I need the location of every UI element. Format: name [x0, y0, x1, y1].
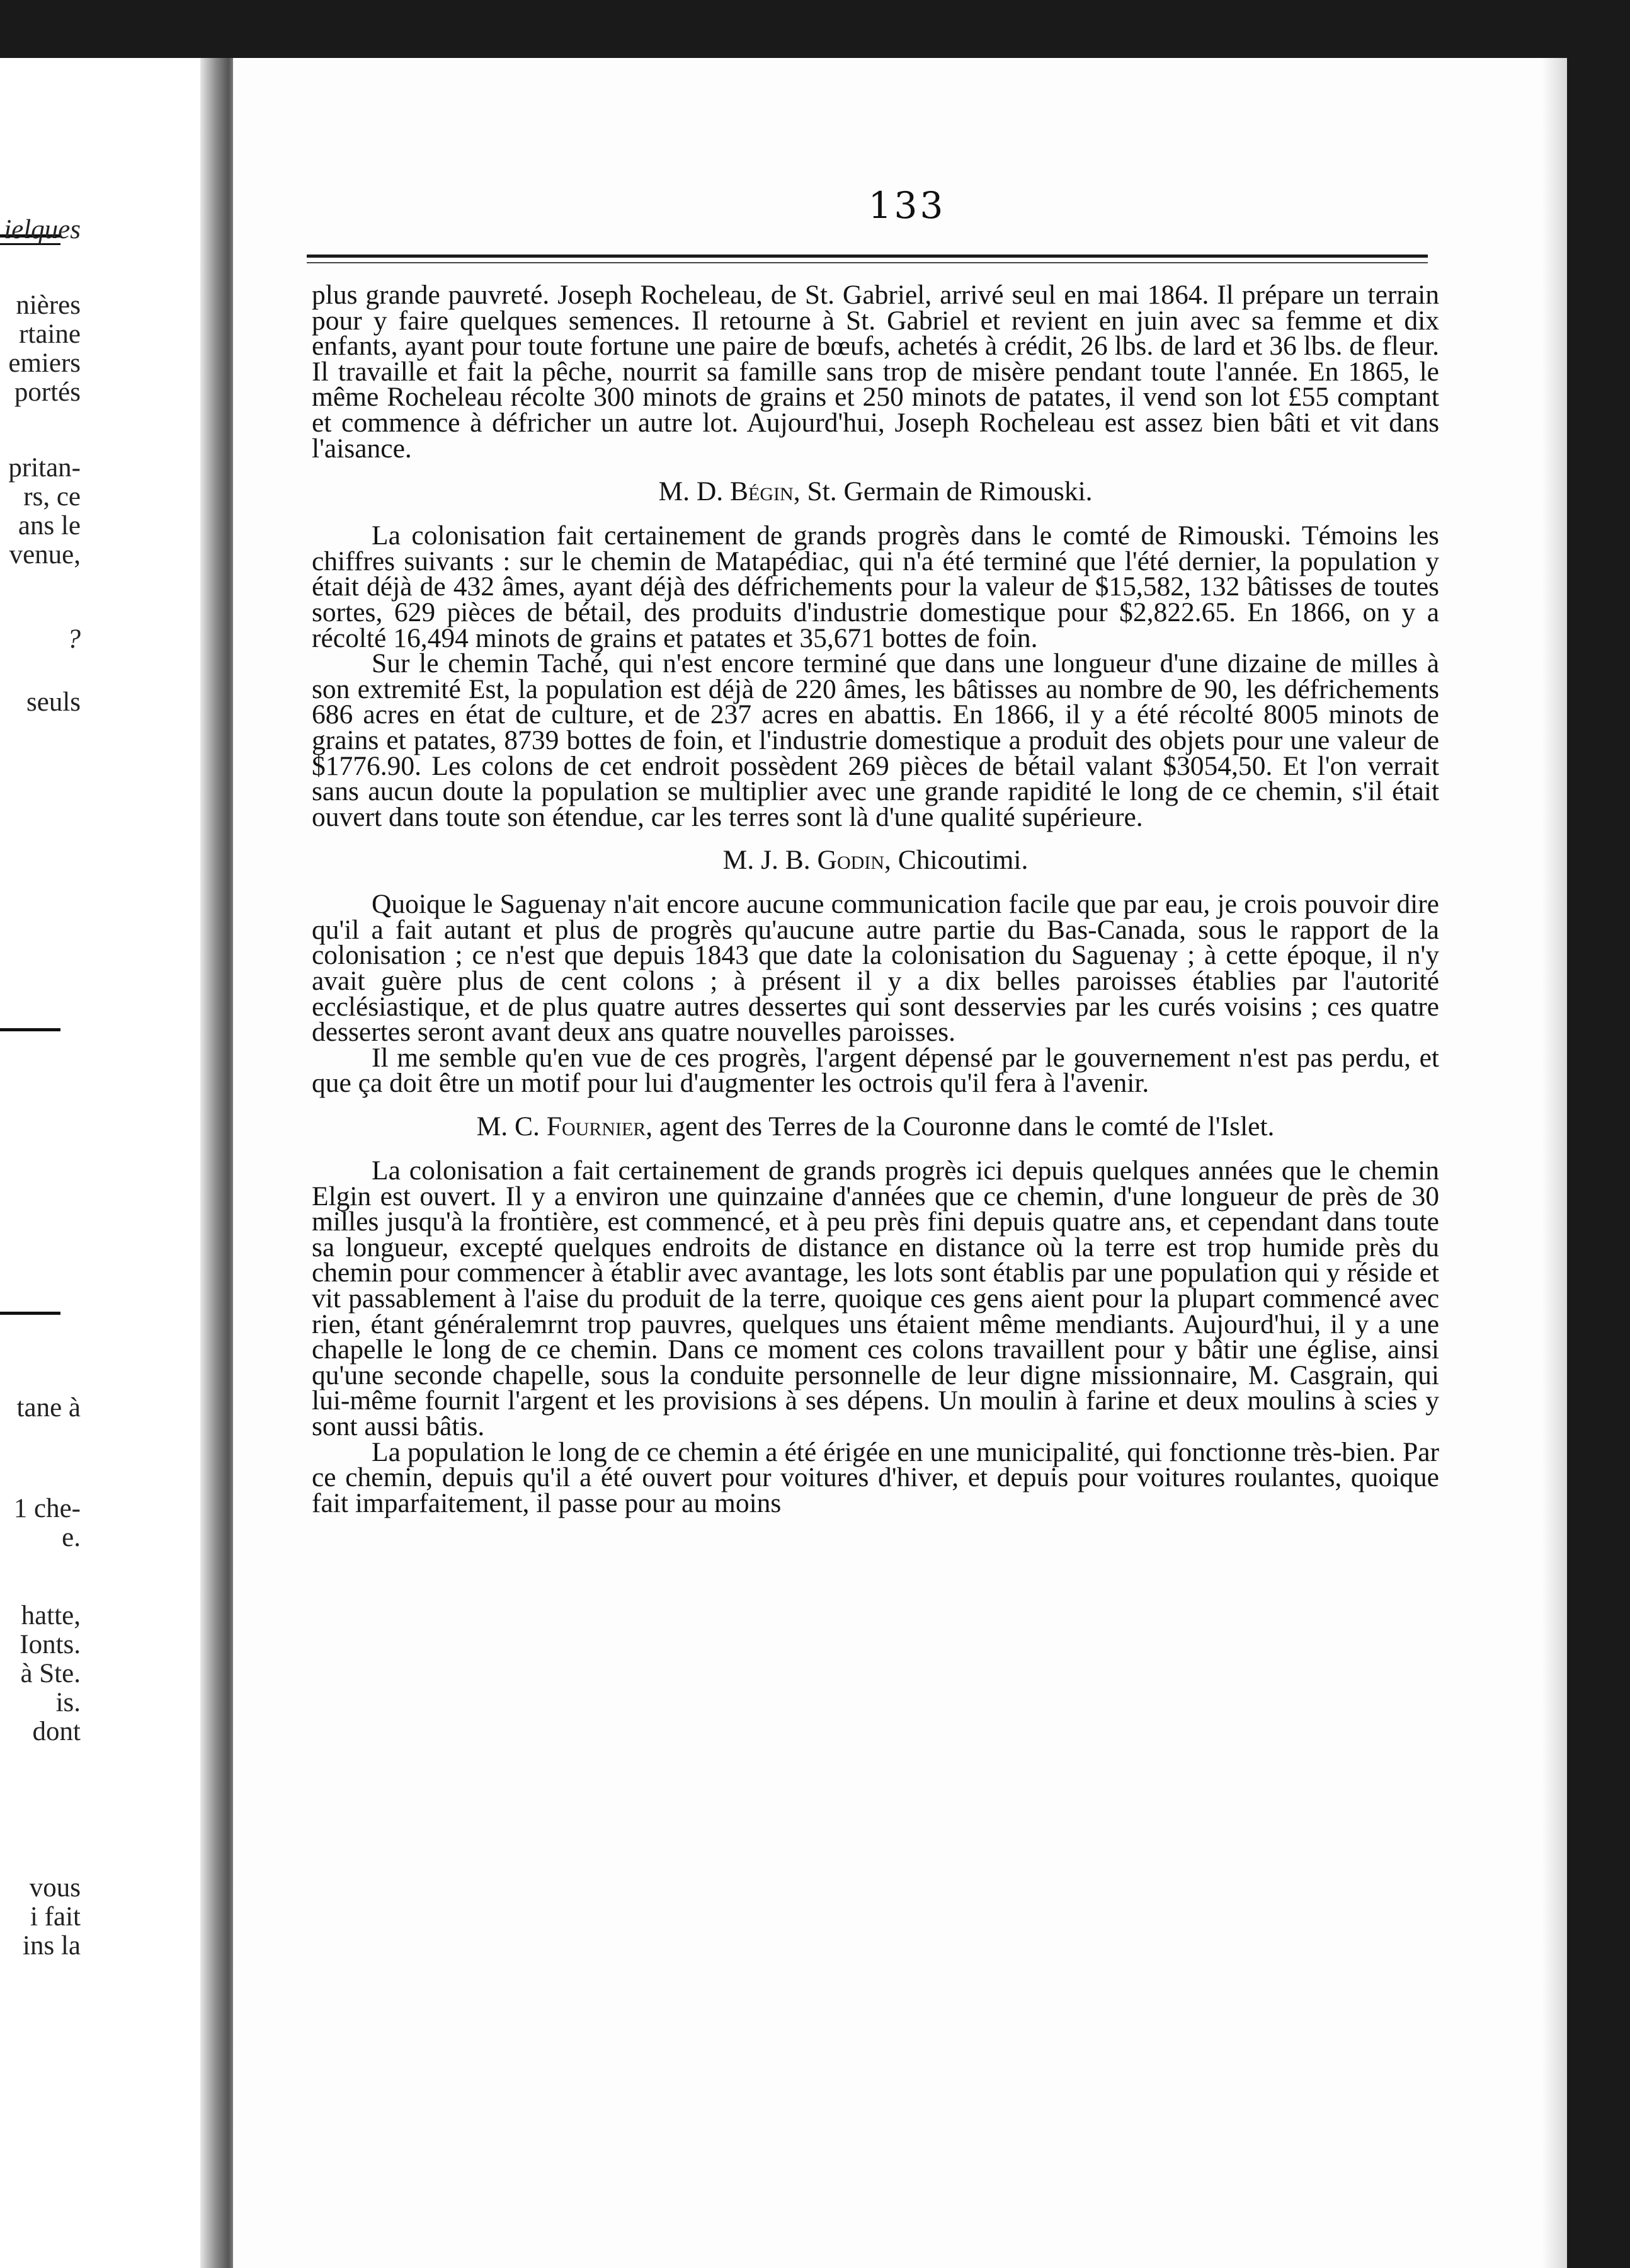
- left-facing-page: [0, 58, 200, 2268]
- section-heading: [312, 476, 1439, 507]
- left-page-fragment: ins la: [23, 1931, 81, 1961]
- main-page: [233, 58, 1567, 2268]
- heading-prefix: M. C.: [476, 1111, 547, 1142]
- left-page-fragment: venue,: [9, 540, 81, 570]
- heading-prefix: M. D.: [658, 476, 731, 507]
- left-page-rule: [0, 1028, 60, 1031]
- left-page-fragment: hatte,: [21, 1601, 81, 1630]
- left-page-fragment: rtaine: [19, 319, 81, 349]
- body-text: [312, 282, 1439, 1516]
- left-page-fragment: e.: [62, 1523, 81, 1552]
- left-page-fragment: 1 che-: [13, 1494, 81, 1523]
- left-page-fragment: rs, ce: [23, 482, 81, 512]
- left-page-fragment: vous: [29, 1873, 81, 1903]
- left-page-fragment: ans le: [18, 511, 81, 541]
- left-page-fragment: pritan-: [8, 453, 81, 483]
- left-page-fragment: à Ste.: [20, 1659, 81, 1688]
- left-page-fragment: Ionts.: [20, 1630, 81, 1659]
- header-rule: [307, 255, 1428, 263]
- left-page-fragment: i fait: [30, 1902, 81, 1932]
- left-page-fragment: seuls: [26, 687, 81, 717]
- left-page-fragment: portés: [14, 377, 81, 407]
- paragraph: Quoique le Saguenay n'ait encore aucune communication facile que par eau, je crois pouvoir dire qu'il a fait autant et plus de progrès qu'aucune autre partie du Bas-Canada, sous le rapport de la colonisation ; ce n'est que depuis 1843 que date la colonisation du Saguenay ; à cette époque, il n'y avait guère plus de cent colons ; à présent il y a dix belles paroisses établies par l'autorité ecclésiastique, et de plus quatre autres dessertes qui sont desservies par les curés voisins ; ces quatre dessertes seront avant deux ans quatre nouvelles paroisses.: [312, 889, 1439, 1048]
- heading-prefix: M. J. B.: [722, 845, 818, 876]
- heading-name: Fournier: [546, 1111, 646, 1142]
- left-page-rule: [0, 1312, 60, 1315]
- heading-suffix: , Chicoutimi.: [884, 845, 1029, 876]
- heading-suffix: , agent des Terres de la Couronne dans le comté de l'Islet.: [646, 1111, 1275, 1142]
- page-number: 133: [868, 184, 946, 227]
- paragraph: La colonisation fait certainement de grands progrès dans le comté de Rimouski. Témoins les chiffres suivants : sur le chemin de Matapédiac, qui n'a été terminé que l'été dernier, la population y était déjà de 432 âmes, ayant déjà des défrichements pour la valeur de $15,582, 132 bâtisses de toutes sortes, 629 pièces de bétail, des produits d'industrie domestique pour $2,822.65. En 1866, on y a récolté 16,494 minots de grains et patates et 35,671 bottes de foin.: [312, 520, 1439, 653]
- left-page-fragment: is.: [55, 1688, 81, 1717]
- page-edge-shadow: [1542, 58, 1567, 2268]
- heading-name: Bégin: [730, 476, 794, 507]
- heading-name: Godin: [817, 845, 884, 876]
- paragraph: Il me semble qu'en vue de ces progrès, l'argent dépensé par le gouvernement n'est pas perdu, et que ça doit être un motif pour lui d'augmenter les octrois qu'il fera à l'avenir.: [312, 1042, 1439, 1099]
- left-page-fragment: nières: [16, 290, 81, 320]
- left-page-fragment: tane à: [16, 1393, 81, 1423]
- left-page-fragment: emiers: [8, 348, 81, 378]
- left-page-fragment: ielques: [4, 215, 81, 244]
- section-heading: [312, 845, 1439, 876]
- paragraph: Sur le chemin Taché, qui n'est encore terminé que dans une longueur d'une dizaine de milles à son extremité Est, la population est déjà de 220 âmes, les bâtisses au nombre de 90, les défrichements 686 acres en état de culture, et de 237 acres en abattis. En 1866, il y a été récolté 8005 minots de grains et patates, 8739 bottes de foin, et l'industrie domestique a produit des objets pour une valeur de $1776.90. Les colons de cet endroit possèdent 269 pièces de bétail valant $3054,50. Et l'on verrait sans aucun doute la population se multiplier avec une grande rapidité le long de ce chemin, s'il était ouvert dans toute son étendue, car les terres sont là d'une qualité supérieure.: [312, 648, 1439, 832]
- paragraph: plus grande pauvreté. Joseph Rocheleau, de St. Gabriel, arrivé seul en mai 1864. Il prépare un terrain pour y faire quelques semences. Il retourne à St. Gabriel et revient en juin avec sa femme et dix enfants, ayant pour toute fortune une paire de bœufs, achetés à crédit, 26 lbs. de lard et 36 lbs. de fleur. Il travaille et fait la pêche, nourrit sa famille sans trop de misère pendant toute l'année. En 1865, le même Rocheleau récolte 300 minots de grains et 250 minots de patates, il vend son lot £55 comptant et commence à défricher un autre lot. Aujourd'hui, Joseph Rocheleau est assez bien bâti et vit dans l'aisance.: [312, 280, 1439, 464]
- paragraph: La population le long de ce chemin a été érigée en une municipalité, qui fonctionne très-bien. Par ce chemin, depuis qu'il a été ouvert pour voitures d'hiver, et depuis pour voitures roulantes, quoique fait imparfaitement, il passe pour au moins: [312, 1436, 1439, 1518]
- section-heading: [312, 1111, 1439, 1142]
- heading-suffix: , St. Germain de Rimouski.: [793, 476, 1093, 507]
- left-page-fragment: dont: [32, 1717, 81, 1746]
- paragraph: La colonisation a fait certainement de grands progrès ici depuis quelques années que le chemin Elgin est ouvert. Il y a environ une quinzaine d'années que ce chemin, d'une longueur de près de 30 milles jusqu'à la frontière, est commencé, et à peu près fini depuis quatre ans, et cependant dans toute sa longueur, excepté quelques endroits de distance en distance où la terre est trop humide près du chemin pour commencer à établir avec avantage, les lots sont établis par une population qui y réside et vit passablement à l'aise du produit de la terre, quoique ces gens aient pour la plupart commencé avec rien, étant généralemrnt trop pauvres, quelques uns étaient même mendiants. Aujourd'hui, il y a une chapelle le long de ce chemin. Dans ce moment ces colons travaillent pour y bâtir une église, ainsi qu'une seconde chapelle, sous la conduite personnelle de leur digne missionnaire, M. Casgrain, qui lui-même fournit l'argent et les provisions à ses dépens. Un moulin à farine et deux moulins à scies y sont aussi bâtis.: [312, 1155, 1439, 1441]
- left-page-fragment: ?: [67, 624, 81, 654]
